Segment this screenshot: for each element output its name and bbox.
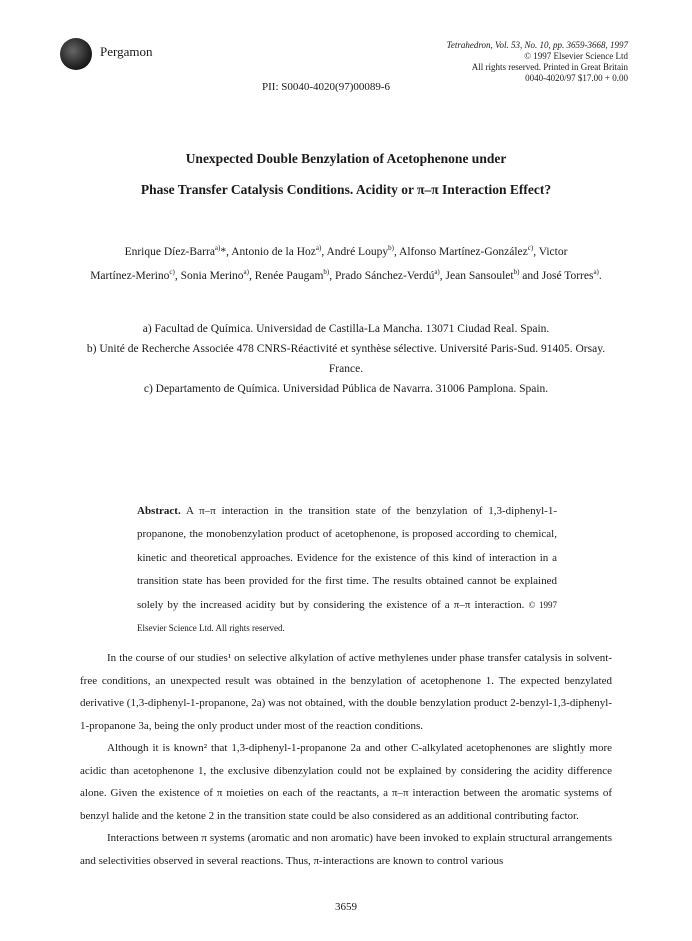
journal-line: All rights reserved. Printed in Great Britain — [471, 62, 628, 72]
journal-citation — [368, 40, 628, 84]
abstract-text: A π–π interaction in the transition state of the benzylation of 1,3-diphenyl-1-propanone, the monobenzylation product of acetophenone, is proposed according to chemical, kinetic and theoretical approaches. Evidence for the existence of this kind of interaction in a transition state has been provided for the first time. The results obtained cannot be explained solely by the increased acidity but by considering the existence of a π–π interaction. — [137, 505, 557, 611]
journal-line: © 1997 Elsevier Science Ltd — [524, 51, 628, 61]
authors-line-1: Enrique Díez-Barra$^{a)}$*, Antonio de la Hoz$^{a)}$, André Loupy$^{b)}$, Alfonso Martínez-González$^{c)}$, Victor — [124, 244, 568, 258]
body-text — [80, 647, 612, 872]
body-paragraph: Interactions between π systems (aromatic and non aromatic) have been invoked to explain structural arrangements and selectivities observed in several reactions. Thus, π-interactions are known to control various — [80, 832, 612, 867]
affiliation-a: a) Facultad de Química. Universidad de Castilla-La Mancha. 13071 Ciudad Real. Spain. — [142, 323, 550, 335]
paper-title-line-1: Unexpected Double Benzylation of Acetophenone under — [185, 151, 507, 166]
abstract-copyright: © 1997 Elsevier Science Ltd. All rights reserved. — [137, 599, 557, 634]
journal-line: 0040-4020/97 $17.00 + 0.00 — [525, 73, 628, 83]
body-paragraph: In the course of our studies¹ on selective alkylation of active methylenes under phase transfer catalysis in solvent-free conditions, an unexpected result was obtained in the benzylation of acetophenone 1. The expected benzylated derivative (1,3-diphenyl-1-propanone, 2a) was not obtained, with the double benzylation product 2-benzyl-1,3-diphenyl-1-propanone 3a, being the only product under most of the reaction conditions. — [80, 652, 612, 732]
affiliation-b: b) Unité de Recherche Associée 478 CNRS-Réactivité et synthèse sélective. Université Paris-Sud. 91405. Orsay. — [86, 343, 606, 355]
publisher-name: Pergamon — [100, 44, 153, 59]
page-number: 3659 — [335, 901, 357, 913]
affiliation-c: c) Departamento de Química. Universidad Pública de Navarra. 31006 Pamplona. Spain. — [143, 383, 549, 395]
affiliation-b-cont: France. — [328, 363, 364, 375]
body-paragraph: Although it is known² that 1,3-diphenyl-1-propanone 2a and other C-alkylated acetophenones are slightly more acidic than acetophenone 1, the exclusive dibenzylation could not be explained by considering the acidity difference alone. Given the existence of π moieties on each of the reactants, a π–π interaction between the aromatic systems of benzyl halide and the ketone 2 in the transition state could be also considered as an additional contributing factor. — [80, 742, 612, 822]
abstract: Abstract. A π–π interaction in the transition state of the benzylation of 1,3-diphenyl-1-propanone, the monobenzylation product of acetophenone, is proposed according to chemical, kinetic and theoretical approaches. Evidence for the existence of this kind of interaction in a transition state has been provided for the first time. The results obtained cannot be explained solely by the increased acidity but by considering the existence of a π–π interaction. © 1997 Elsevier Science Ltd. All rights reserved. — [137, 505, 557, 634]
paper-title-line-2: Phase Transfer Catalysis Conditions. Acidity or π–π Interaction Effect? — [140, 182, 552, 197]
abstract-label: Abstract — [137, 505, 178, 517]
authors-line-2: Martínez-Merino$^{c)}$, Sonia Merino$^{a)}$, Renée Paugam$^{b)}$, Prado Sánchez-Verdú$^{a)}$, Jean Sansoulet$^{b)}$ and José Torres$^{a)}$. — [90, 268, 602, 282]
journal-line: Tetrahedron, Vol. 53, No. 10, pp. 3659-3668, 1997 — [446, 40, 628, 50]
pii-identifier: PII: S0040-4020(97)00089-6 — [262, 81, 391, 93]
publisher-logo — [60, 38, 92, 70]
